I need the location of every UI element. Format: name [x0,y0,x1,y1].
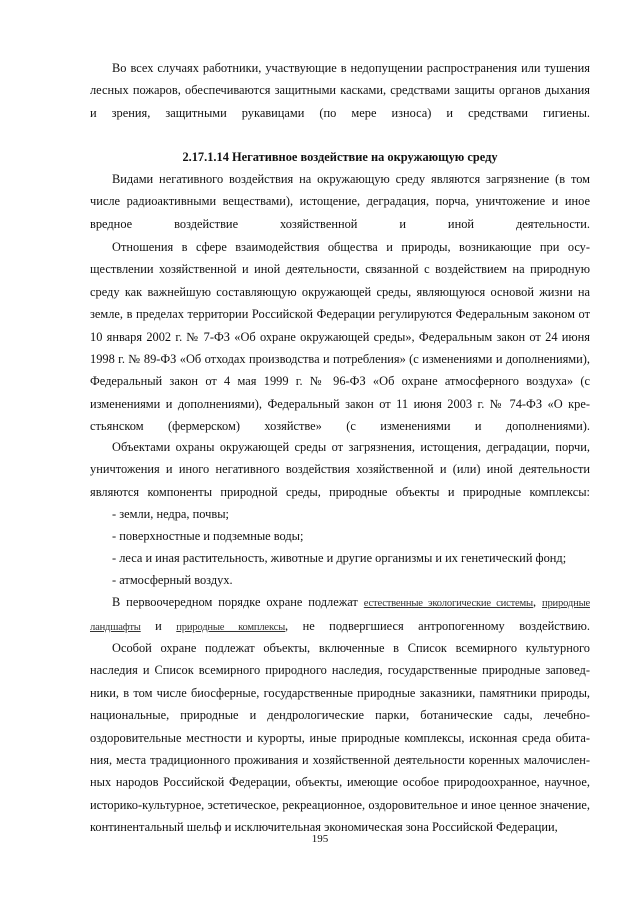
paragraph-negative-impact-types: Видами негативного воздействия на окружающую среду являются загрязнение (в том числе радиоактивными веществами), истощение, деградация, порча, уничтожение и иное вредное воздействие хозяйственной и иной деятельности. [90,172,590,231]
priority-text-start: В первоочередном порядке охране подлежат [112,595,364,609]
paragraph-special-protection: Особой охране подлежат объекты, включенные в Список всемирного культурного наследия и Список всемирного природного наследия, государственные природные заповедники, в том числе биосферные, государственные природные заказники, памятники природы, национальные, природные и дендрологические парки, ботанические сады, лечебно-оздоровительные местности и курорты, иные природные комплексы, исконная среда обитания, места традиционного проживания и хозяйственной деятельности коренных малочисленных народов Российской Федерации, объекты, имеющие особое природоохранное, научное, историко-культурное, эстетическое, рекреационное, оздоровительное и иное ценное значение, континентальный шельф и исключительная экономическая зона Российской Федерации, [90,641,590,835]
list-item: - леса и иная растительность, животные и другие организмы и их генетический фонд; [112,551,567,565]
paragraph-protection-objects: Объектами охраны окружающей среды от загрязнения, истощения, деградации, порчи, уничтожения и иного негативного воздействия хозяйственной и (или) иной деятельности являются компоненты природной среды, природные объекты и природные комплексы: [90,440,590,499]
link-natural-complexes[interactable]: природные комплексы [176,622,286,634]
link-natural-ecosystems[interactable]: естественные экологические системы [363,598,533,609]
separator: , [532,595,542,609]
section-heading: 2.17.1.14 Негативное воздействие на окружающую среду [182,150,498,164]
list-item: - поверхностные и подземные воды; [112,529,304,543]
link-natural-landscapes[interactable]: природные ландшафты [90,598,590,634]
separator: и [140,619,177,634]
paragraph-workers-protection: Во всех случаях работники, участвующие в недопущении распространения или тушения лесных пожаров, обеспечиваются защитными касками, средствами защиты органов дыхания и зрения, защитными рукавицами (по мере износа) и средствами гигиены. [90,61,590,120]
page-number: 195 [311,833,329,845]
priority-text-end: , не подвергшиеся антропогенному воздействию. [285,619,591,634]
paragraph-legal-framework: Отношения в сфере взаимодействия общества и природы, возникающие при осуществлении хозяйственной и иной деятельности, связанной с воздействием на природную среду как важнейшую составляющую окружающей среды, являющуюся основой жизни на земле, в пределах территории Российской Федерации регулируются Федеральным законом от 10 января 2002 г. № 7-ФЗ «Об охране окружающей среды», Федеральным закон от 24 июня 1998 г. № 89-ФЗ «Об отходах производства и потребления» (с изменениями и дополнениями), Федеральный закон от 4 мая 1999 г. № 96-ФЗ «Об охране атмосферного воздуха» (с изменениями и дополнениями), Федеральный закон от 11 июня 2003 г. № 74-ФЗ «О крестьянском (фермерском) хозяйстве» (с изменениями и дополнениями). [90,240,590,434]
list-item: - земли, недра, почвы; [112,507,229,521]
list-item: - атмосферный воздух. [112,573,233,587]
